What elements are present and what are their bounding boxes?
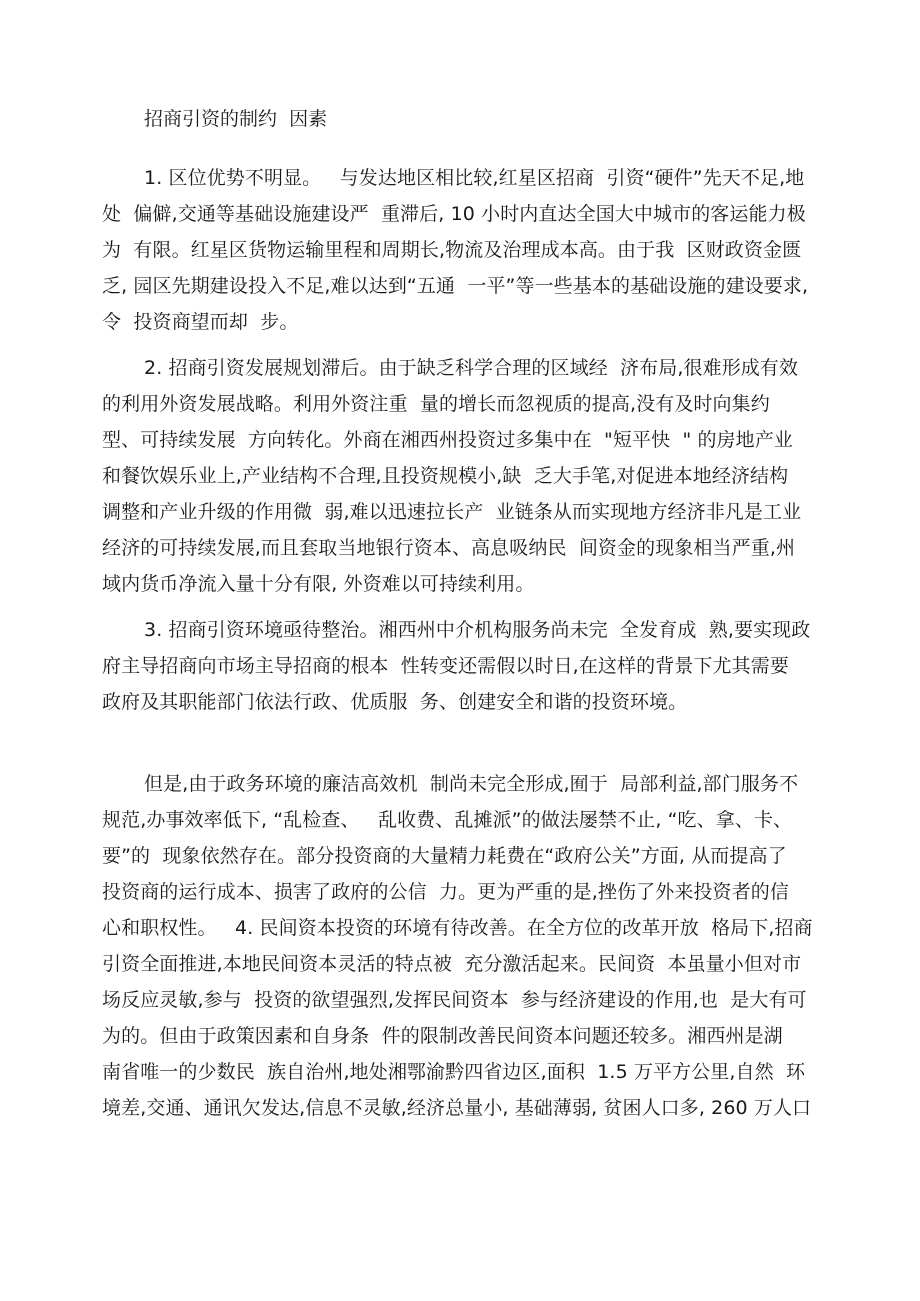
text-line: 引资全面推进,本地民间资本灵活的特点被 充分激活起来。民间资 本虽量小但对市 bbox=[102, 953, 802, 975]
text-line: 为的。但由于政策因素和自身条 件的限制改善民间资本问题还较多。湘西州是湖 bbox=[102, 1025, 783, 1047]
text-line: 规范,办事效率低下, “乱检查、 乱收费、乱摊派”的做法屡禁不止, “吃、拿、卡、 bbox=[102, 809, 793, 831]
paragraph-government-environment bbox=[102, 766, 822, 1126]
document-title: 招商引资的制约 因素 bbox=[144, 108, 328, 130]
text-line: 心和职权性。 4. 民间资本投资的环境有待改善。在全方位的改革开放 格局下,招商 bbox=[102, 917, 813, 939]
paragraph-environment-rectification bbox=[102, 612, 822, 720]
text-line: 和餐饮娱乐业上,产业结构不合理,且投资规模小,缺 乏大手笔,对促进本地经济结构 bbox=[102, 465, 789, 487]
text-line: 为 有限。红星区货物运输里程和周期长,物流及治理成本高。由于我 区财政资金匮 bbox=[102, 239, 802, 261]
text-line: 域内货币净流入量十分有限, 外资难以可持续利用。 bbox=[102, 573, 535, 595]
text-line: 投资商的运行成本、损害了政府的公信 力。更为严重的是,挫伤了外来投资者的信 bbox=[102, 881, 789, 903]
text-line: 调整和产业升级的作用微 弱,难以迅速拉长产 业链条从而实现地方经济非凡是工业 bbox=[102, 501, 802, 523]
paragraph-location-advantage bbox=[102, 160, 822, 340]
text-line: 处 偏僻,交通等基础设施建设严 重滞后, 10 小时内直达全国大中城市的客运能力极 bbox=[102, 203, 806, 225]
text-line: 政府及其职能部门依法行政、优质服 务、创建安全和谐的投资环境。 bbox=[102, 691, 688, 713]
text-line: 2. 招商引资发展规划滞后。由于缺乏科学合理的区域经 济布局,很难形成有效 bbox=[144, 357, 799, 379]
text-line: 场反应灵敏,参与 投资的欲望强烈,发挥民间资本 参与经济建设的作用,也 是大有可 bbox=[102, 989, 807, 1011]
text-line: 的利用外资发展战略。利用外资注重 量的增长而忽视质的提高,没有及时向集约 bbox=[102, 393, 770, 415]
text-line: 令 投资商望而却 步。 bbox=[102, 311, 299, 333]
text-line: 境差,交通、通讯欠发达,信息不灵敏,经济总量小, 基础薄弱, 贫困人口多, 260 万人口 bbox=[102, 1097, 812, 1119]
text-line: 型、可持续发展 方向转化。外商在湘西州投资过多集中在 "短平快 " 的房地产业 bbox=[102, 429, 793, 451]
text-line: 但是,由于政务环境的廉洁高效机 制尚未完全形成,囿于 局部利益,部门服务不 bbox=[144, 773, 799, 795]
text-line: 要”的 现象依然存在。部分投资商的大量精力耗费在“政府公关”方面, 从而提高了 bbox=[102, 845, 787, 867]
paragraph-planning-lag bbox=[102, 350, 822, 602]
text-line: 3. 招商引资环境亟待整治。湘西州中介机构服务尚未完 全发育成 熟,要实现政 bbox=[144, 619, 811, 641]
text-line: 1. 区位优势不明显。 与发达地区相比较,红星区招商 引资“硬件”先天不足,地 bbox=[144, 167, 805, 189]
text-line: 经济的可持续发展,而且套取当地银行资本、高息吸纳民 间资金的现象相当严重,州 bbox=[102, 537, 796, 559]
text-line: 乏, 园区先期建设投入不足,难以达到“五通 一平”等一些基本的基础设施的建设要求, bbox=[102, 275, 809, 297]
text-line: 府主导招商向市场主导招商的根本 性转变还需假以时日,在这样的背景下尤其需要 bbox=[102, 655, 789, 677]
text-line: 南省唯一的少数民 族自治州,地处湘鄂渝黔四省边区,面积 1.5 万平方公里,自然 环 bbox=[102, 1061, 806, 1083]
